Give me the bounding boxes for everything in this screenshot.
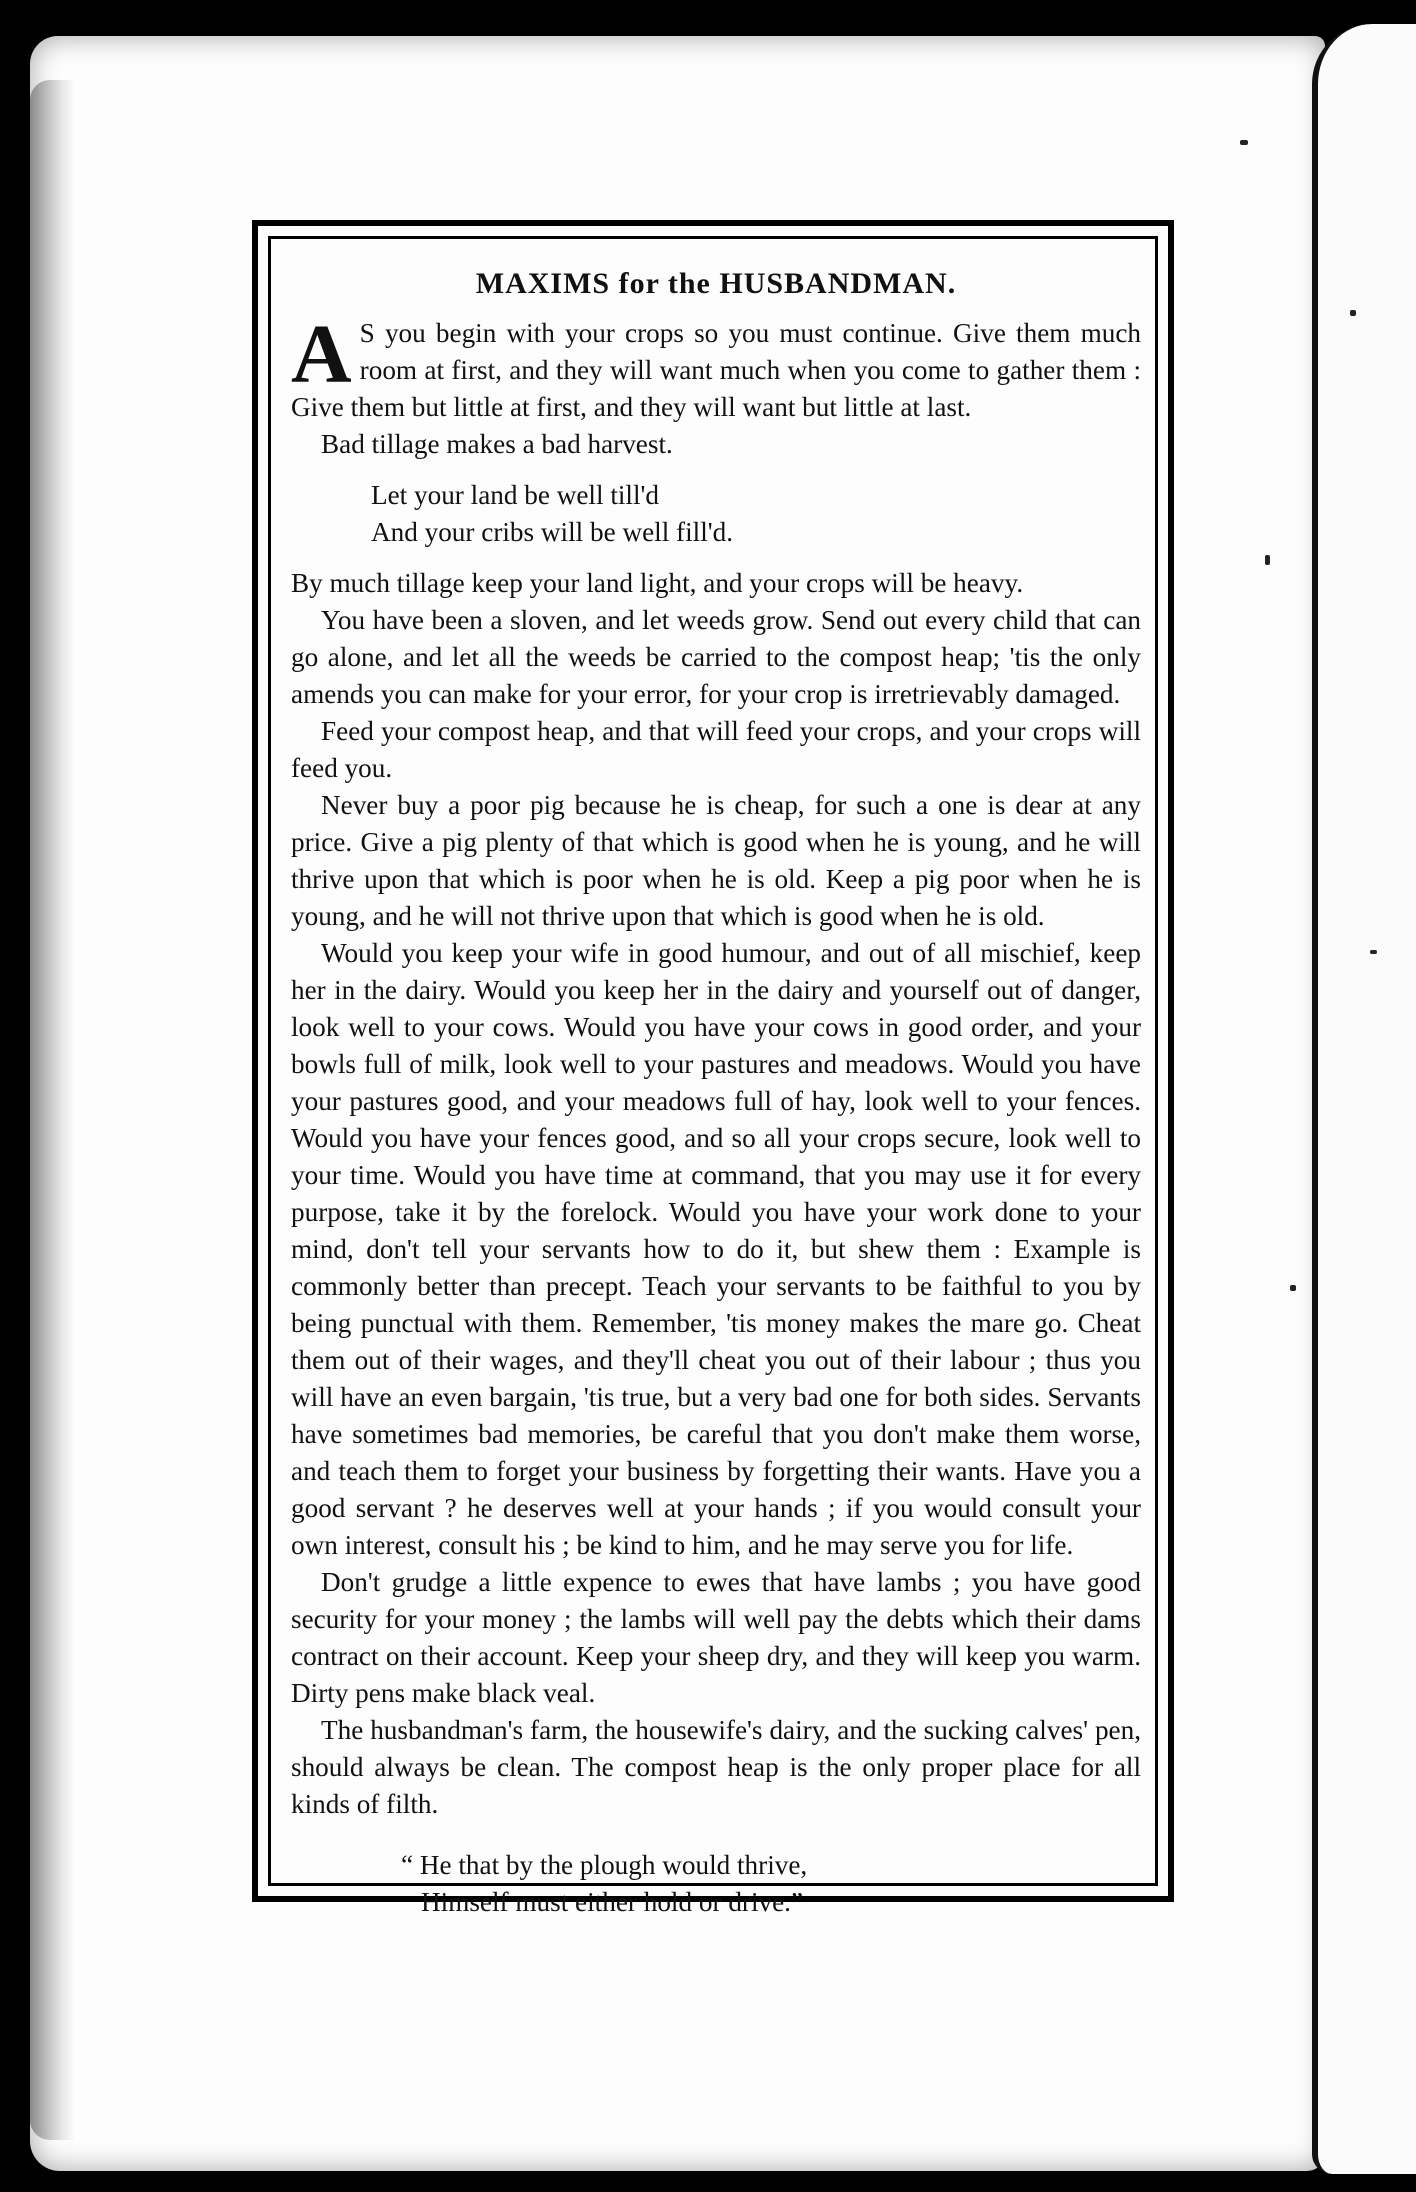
page-edge-shadow (30, 80, 75, 2140)
paragraph-5: Feed your compost heap, and that will feed your crops, and your crops will feed you. (291, 716, 1141, 783)
ink-speck (1290, 1285, 1296, 1291)
paragraph-4: You have been a sloven, and let weeds grow. Send out every child that can go alone, and let all the weeds be carried to the compost heap; 'tis the only amends you can make for your error, for your crop is irretrievably damaged. (291, 605, 1141, 709)
couplet-1 (371, 477, 1141, 551)
paragraph-9: The husbandman's farm, the housewife's dairy, and the sucking calves' pen, should always be clean. The compost heap is the only proper place for all kinds of filth. (291, 1715, 1141, 1819)
paragraph-1 (291, 308, 1141, 426)
closing-line-2: Himself must either hold or drive.” (421, 1887, 804, 1917)
ink-speck (1350, 310, 1356, 316)
ink-speck (1240, 140, 1248, 145)
paragraph-2: Bad tillage makes a bad harvest. (321, 429, 673, 459)
couplet-1-line-2: And your cribs will be well fill'd. (371, 517, 734, 547)
page-title: MAXIMS for the HUSBANDMAN. (475, 267, 957, 300)
closing-line-1: “ He that by the plough would thrive, (401, 1850, 808, 1880)
paragraph-3: By much tillage keep your land light, and your crops will be heavy. (291, 568, 1024, 598)
paragraph-1-text: S you begin with your crops so you must continue. Give them much room at first, and they will want much when you come to gather them : Give them but little at first, and they will want but little at last. (291, 318, 1141, 422)
paragraph-6: Never buy a poor pig because he is cheap, for such a one is dear at any price. Give a pig plenty of that which is good when he is young, and he will thrive upon that which is poor when he is old. Keep a pig poor when he is young, and he will not thrive upon that which is good when he is old. (291, 790, 1141, 931)
text-block (268, 236, 1158, 1917)
adjacent-page-edge (1312, 24, 1416, 2174)
closing-couplet (401, 1847, 1141, 1921)
couplet-1-line-1: Let your land be well till'd (371, 480, 660, 510)
ink-speck (1370, 950, 1377, 954)
text-frame (252, 220, 1174, 1917)
paragraph-8: Don't grudge a little expence to ewes that have lambs ; you have good security for your money ; the lambs will well pay the debts which their dams contract on their account. Keep your sheep dry, and they will keep you warm. Dirty pens make black veal. (291, 1567, 1141, 1708)
paragraph-7: Would you keep your wife in good humour, and out of all mischief, keep her in the dairy. Would you keep her in the dairy and yourself out of danger, look well to your cows. Would you have your cows in good order, and your bowls full of milk, look well to your pastures and meadows. Would you have your pastures good, and your meadows full of hay, look well to your fences. Would you have your fences good, and so all your crops secure, look well to your time. Would you have time at command, that you may use it for every purpose, take it by the forelock. Would you have your work done to your mind, don't tell your servants how to do it, but shew them : Example is commonly better than precept. Teach your servants to be faithful to you by being punctual with them. Remember, 'tis money makes the mare go. Cheat them out of their wages, and they'll cheat you out of their labour ; thus you will have an even bargain, 'tis true, but a very bad one for both sides. Servants have sometimes bad memories, be careful that you don't make them worse, and teach them to forget your business by forgetting their wants. Have you a good servant ? he deserves well at your hands ; if you would consult your own interest, consult his ; be kind to him, and he may serve you for life. (291, 938, 1141, 1560)
ink-speck (1265, 555, 1270, 565)
drop-cap: A (291, 308, 352, 401)
